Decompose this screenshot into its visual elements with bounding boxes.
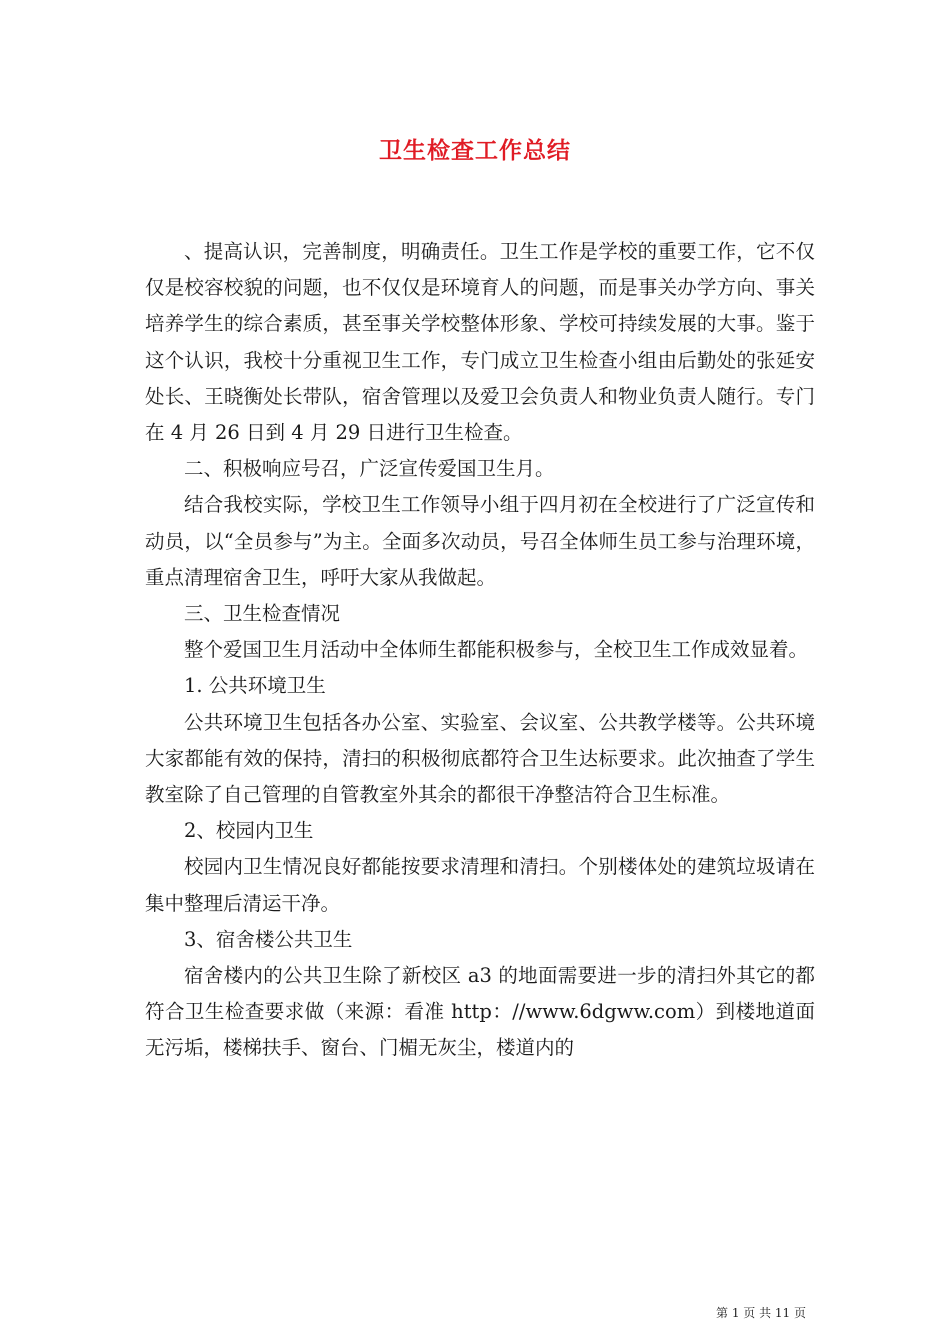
- paragraph-7: 公共环境卫生包括各办公室、实验室、会议室、公共教学楼等。公共环境大家都能有效的保持，清扫的积极彻底都符合卫生达标要求。此次抽查了学生教室除了自己管理的自管教室外其余的都很干净整洁符合卫生标准。: [145, 710, 815, 807]
- paragraph-11: 宿舍楼内的公共卫生除了新校区 a3 的地面需要进一步的清扫外其它的都符合卫生检查要求做（来源：看准 http：//www.6dgww.com）到楼地道面无污垢，楼梯扶手、窗台、门楣无灰尘，楼道内的: [145, 964, 815, 1060]
- paragraph-6-heading: 1. 公共环境卫生: [184, 674, 326, 698]
- paragraph-2-heading: 二、积极响应号召，广泛宣传爱国卫生月。: [184, 457, 555, 481]
- paragraph-10-heading: 3、宿舍楼公共卫生: [184, 927, 353, 951]
- paragraph-8-heading: 2、校园内卫生: [184, 819, 314, 843]
- paragraph-3: 结合我校实际，学校卫生工作领导小组于四月初在全校进行了广泛宣传和动员，以“全员参与”为主。全面多次动员，号召全体师生员工参与治理环境，重点清理宿舍卫生，呼吁大家从我做起。: [145, 493, 815, 589]
- document-title: 卫生检查工作总结: [379, 138, 571, 164]
- paragraph-4-heading: 三、卫生检查情况: [184, 602, 341, 626]
- paragraph-9: 校园内卫生情况良好都能按要求清理和清扫。个别楼体处的建筑垃圾请在集中整理后清运干净。: [145, 855, 815, 915]
- paragraph-5: 整个爱国卫生月活动中全体师生都能积极参与，全校卫生工作成效显着。: [184, 638, 809, 662]
- paragraph-1: 、提高认识，完善制度，明确责任。卫生工作是学校的重要工作，它不仅仅是校容校貌的问题，也不仅仅是环境育人的问题，而是事关办学方向、事关培养学生的综合素质，甚至事关学校整体形象、学校可持续发展的大事。鉴于这个认识，我校十分重视卫生工作，专门成立卫生检查小组由后勤处的张延安处长、王晓衡处长带队，宿舍管理以及爱卫会负责人和物业负责人随行。专门在 4 月 26 日到 4 月 29 日进行卫生检查。: [145, 240, 815, 445]
- document-body: [145, 234, 815, 1067]
- page-footer: 第 1 页 共 11 页: [716, 1306, 806, 1320]
